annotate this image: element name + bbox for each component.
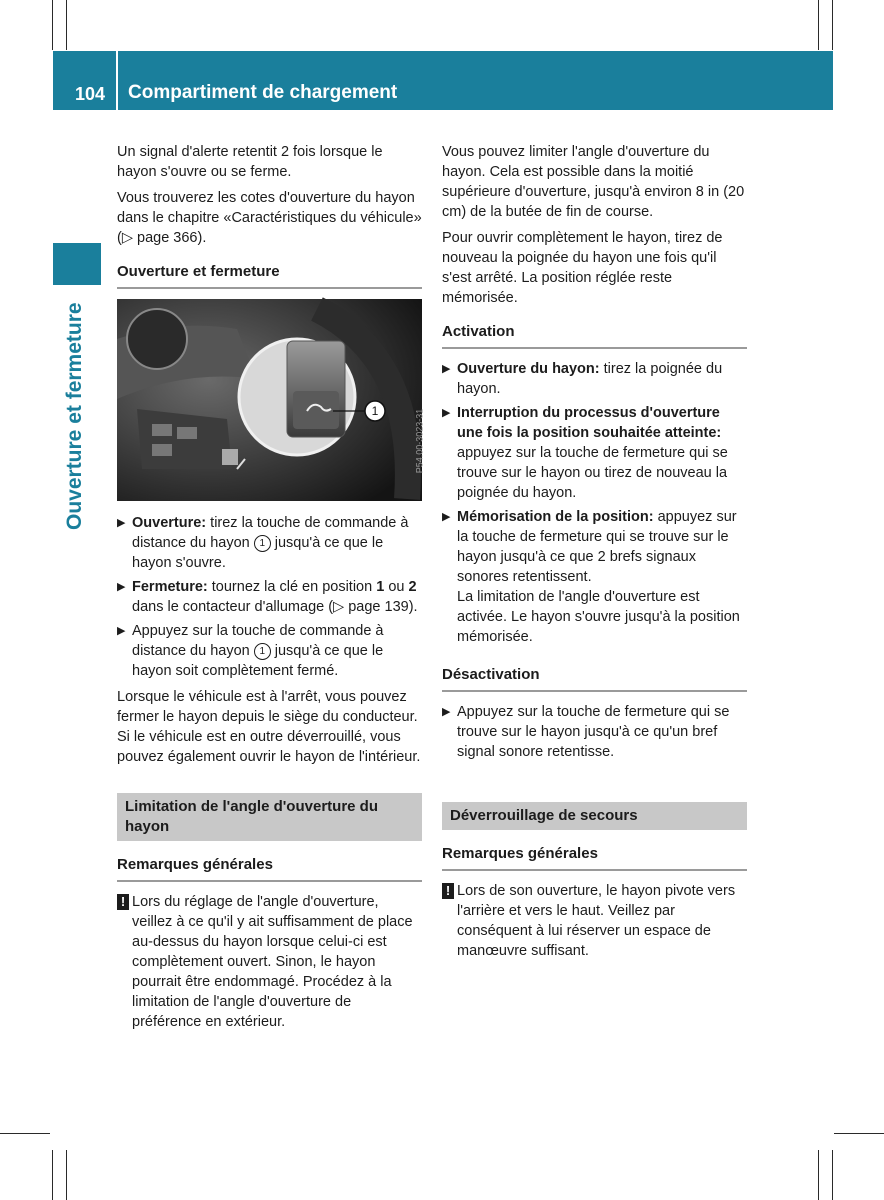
subsection-heading: Désactivation [442, 665, 747, 692]
crop-mark [0, 1133, 50, 1134]
instruction-step: ▶ Fermeture: tournez la clé en position 1 ou 2 dans le contacteur d'allumage (▷ page 139). [117, 579, 418, 615]
instruction-step: ▶ Ouverture du hayon: tirez la poignée du hayon. [442, 361, 723, 397]
step-note: La limitation de l'angle d'ouverture est activée. Le hayon s'ouvre jusqu'à la position mémorisée. [457, 589, 740, 645]
trunk-remote-button-photo [117, 299, 425, 501]
crop-mark [834, 1133, 884, 1134]
body-paragraph: Lorsque le véhicule est à l'arrêt, vous pouvez fermer le hayon depuis le siège du conducteur. Si le véhicule est en outre déverrouillé, vous pouvez également ouvrir le hayon de l'intérieur. [117, 689, 421, 765]
subsection-heading: Remarques générales [117, 855, 422, 882]
subsection-heading: Activation [442, 322, 747, 349]
instruction-step: ▶ Mémorisation de la position: appuyez sur la touche de fermeture qui se trouve sur le hayon jusqu'à ce que 2 brefs signaux sonores retentissent. La limitation de l'angle d'ouverture est activée. Le hayon s'ouvre jusqu'à la position mémorisée. [442, 509, 740, 645]
crop-mark [818, 0, 819, 50]
instruction-step: ▶ Ouverture: tirez la touche de commande à distance du hayon 1 jusqu'à ce que le hayon s'ouvre. [117, 515, 409, 571]
step-arrow-icon: ▶ [117, 517, 126, 529]
page-title: Compartiment de chargement [128, 82, 398, 103]
photo-callout-1: 1 [371, 404, 379, 418]
instruction-step: ▶ Interruption du processus d'ouverture une fois la position souhaitée atteinte: appuyez sur la touche de fermeture qui se trouve sur le hayon ou tirez de nouveau la poignée du hayon. [442, 405, 728, 501]
page-number: 104 [75, 84, 106, 104]
warning-note: ! Lors de son ouverture, le hayon pivote vers l'arrière et vers le haut. Veillez par conséquent à lui réserver un espace de manœuvre suffisant. [442, 881, 747, 961]
right-column [442, 142, 747, 965]
body-paragraph: Pour ouvrir complètement le hayon, tirez de nouveau la poignée du hayon une fois qu'il s'est arrêté. La position réglée reste mémorisée. [442, 230, 723, 306]
warning-icon: ! [117, 894, 129, 910]
callout-1-icon: 1 [254, 535, 271, 552]
warning-icon: ! [442, 883, 454, 899]
section-box-heading: Déverrouillage de secours [442, 802, 747, 830]
left-column [117, 142, 425, 1036]
step-arrow-icon: ▶ [442, 511, 451, 523]
step-arrow-icon: ▶ [117, 581, 126, 593]
crop-mark [66, 0, 67, 50]
step-arrow-icon: ▶ [442, 363, 451, 375]
step-arrow-icon: ▶ [442, 407, 451, 419]
instruction-step: ▶ Appuyez sur la touche de fermeture qui se trouve sur le hayon jusqu'à ce qu'un bref signal sonore retentisse. [442, 704, 730, 760]
dashboard-illustration [117, 299, 422, 501]
photo-code: P54.00-3023-31 [414, 408, 425, 474]
intro-paragraph: Un signal d'alerte retentit 2 fois lorsque le hayon s'ouvre ou se ferme. [117, 144, 383, 180]
crop-mark [832, 1150, 833, 1200]
page-reference-link[interactable]: ▷ page 366). [121, 230, 207, 246]
step-arrow-icon: ▶ [117, 625, 126, 637]
crop-mark [832, 0, 833, 50]
crop-mark [818, 1150, 819, 1200]
body-paragraph: Vous pouvez limiter l'angle d'ouverture du hayon. Cela est possible dans la moitié supérieure d'ouverture, jusqu'à environ 8 in (20 cm) de la butée de fin de course. [442, 144, 745, 220]
crop-mark [52, 1150, 53, 1200]
section-heading: Ouverture et fermeture [117, 262, 422, 289]
header-divider [116, 51, 118, 110]
intro-paragraph-ref: Vous trouverez les cotes d'ouverture du hayon dans le chapitre «Caractéristiques du véhicule» (▷ page 366). [117, 190, 422, 246]
side-tab-marker [53, 243, 101, 285]
section-box-heading: Limitation de l'angle d'ouverture du hayon [117, 793, 422, 841]
subsection-heading: Remarques générales [442, 844, 747, 871]
step-arrow-icon: ▶ [442, 706, 451, 718]
crop-mark [66, 1150, 67, 1200]
crop-mark [52, 0, 53, 50]
callout-1-icon: 1 [254, 643, 271, 660]
side-tab-label: Ouverture et fermeture [63, 302, 86, 530]
warning-note: ! Lors du réglage de l'angle d'ouverture, veillez à ce qu'il y ait suffisamment de place au-dessus du hayon lorsque celui-ci est complètement ouvert. Sinon, le hayon pourrait être endommagé. Procédez à la limitation de l'angle d'ouverture de préférence en extérieur. [117, 892, 422, 1032]
instruction-step: ▶ Appuyez sur la touche de commande à distance du hayon 1 jusqu'à ce que le hayon soit complètement fermé. [117, 623, 384, 679]
